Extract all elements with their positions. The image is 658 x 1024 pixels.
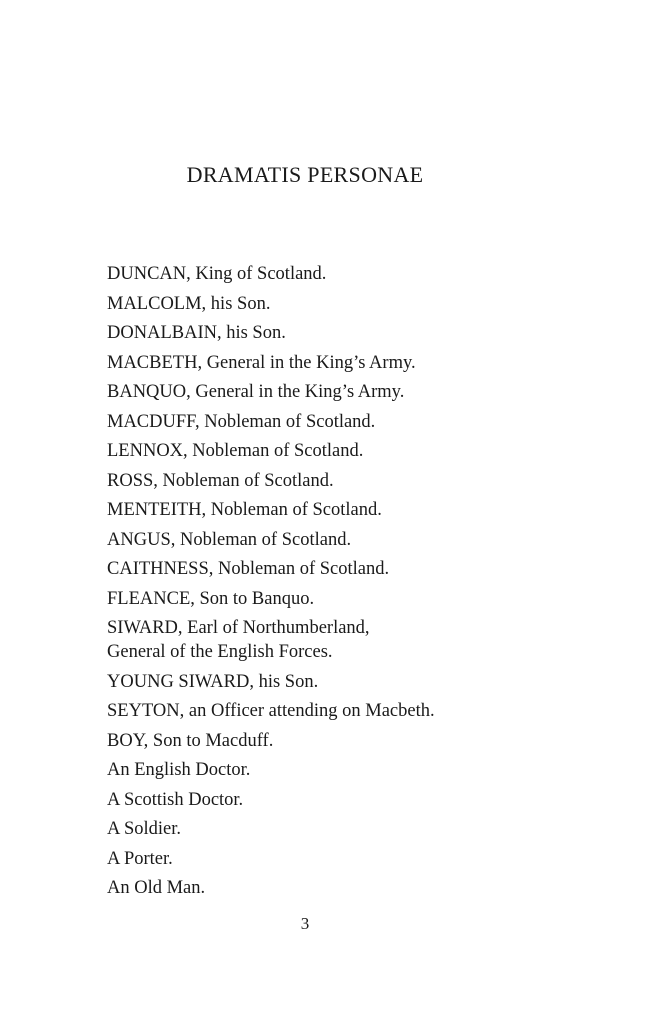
cast-entry-macbeth	[107, 351, 587, 375]
cast-entry-text: DUNCAN, King of Scotland.	[107, 264, 327, 284]
cast-entry-angus	[107, 528, 587, 552]
cast-entry-menteith	[107, 498, 587, 522]
cast-entry-caithness	[107, 557, 587, 581]
cast-entry-text: MENTEITH, Nobleman of Scotland.	[107, 500, 382, 520]
cast-entry-text: DONALBAIN, his Son.	[107, 323, 286, 343]
cast-entry-macduff	[107, 410, 587, 434]
cast-entry-text: SEYTON, an Officer attending on Macbeth.	[107, 701, 435, 721]
cast-entry-donalbain	[107, 321, 587, 345]
cast-entry-malcolm	[107, 292, 587, 316]
cast-entry-duncan	[107, 262, 587, 286]
cast-entry-text: An Old Man.	[107, 878, 206, 898]
cast-entry-text: A Scottish Doctor.	[107, 789, 244, 810]
cast-entry-text: MALCOLM, his Son.	[107, 293, 271, 314]
cast-entry-ross	[107, 469, 587, 493]
cast-entry-scottish-doctor	[107, 788, 587, 812]
cast-entry-text: An English Doctor.	[107, 760, 251, 780]
cast-entry-text: CAITHNESS, Nobleman of Scotland.	[107, 559, 390, 579]
cast-entry-seyton	[107, 699, 587, 723]
cast-entry-continuation: General of the English Forces.	[107, 642, 333, 662]
cast-entry-young-siward	[107, 670, 587, 694]
cast-entry-text: BANQUO, General in the King’s Army.	[107, 382, 405, 402]
page-number: 3	[300, 914, 310, 933]
cast-entry-porter	[107, 847, 587, 871]
cast-entry-text: MACDUFF, Nobleman of Scotland.	[107, 411, 376, 432]
cast-entry-text: SIWARD, Earl of Northumberland,	[107, 618, 370, 638]
cast-entry-siward	[107, 616, 587, 664]
cast-entry-text: BOY, Son to Macduff.	[107, 730, 274, 751]
cast-entry-text: MACBETH, General in the King’s Army.	[107, 352, 416, 373]
cast-list	[107, 262, 587, 906]
cast-entry-fleance	[107, 587, 587, 611]
cast-entry-english-doctor	[107, 758, 587, 782]
page-title: DRAMATIS PERSONAE	[186, 162, 424, 187]
cast-entry-boy	[107, 729, 587, 753]
cast-entry-text: ANGUS, Nobleman of Scotland.	[107, 529, 352, 550]
cast-entry-text: YOUNG SIWARD, his Son.	[107, 671, 319, 692]
cast-entry-text: FLEANCE, Son to Banquo.	[107, 588, 315, 609]
cast-entry-text: A Porter.	[107, 848, 173, 869]
cast-entry-soldier	[107, 817, 587, 841]
cast-entry-old-man	[107, 876, 587, 900]
cast-entry-text: ROSS, Nobleman of Scotland.	[107, 470, 334, 491]
cast-entry-text: LENNOX, Nobleman of Scotland.	[107, 441, 364, 461]
cast-entry-lennox	[107, 439, 587, 463]
cast-entry-banquo	[107, 380, 587, 404]
cast-entry-text: A Soldier.	[107, 819, 182, 839]
